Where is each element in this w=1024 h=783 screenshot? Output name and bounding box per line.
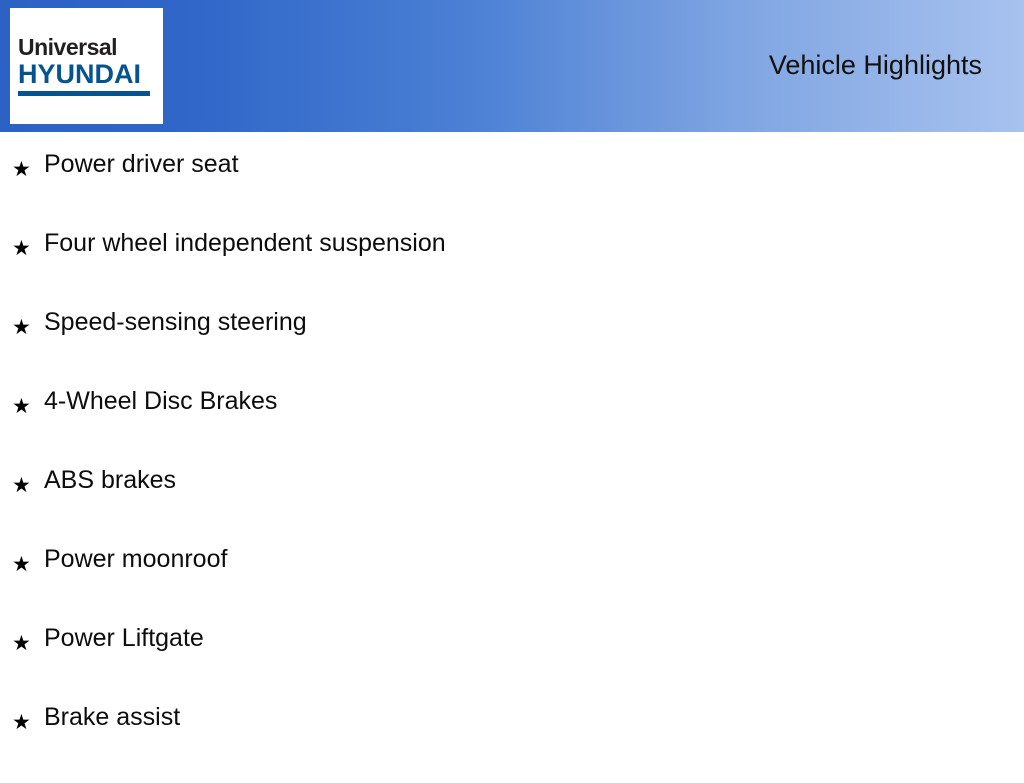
star-icon: ★ (12, 632, 31, 655)
list-item-label: ABS brakes (44, 466, 177, 494)
page-title: Vehicle Highlights (768, 50, 982, 80)
star-icon: ★ (12, 553, 31, 576)
star-icon: ★ (12, 158, 31, 181)
list-item-label: Power Liftgate (44, 624, 204, 652)
list-item (0, 388, 1024, 467)
list-item-label: Power moonroof (44, 545, 228, 573)
logo-text-hyundai: HYUNDAI (18, 59, 142, 89)
star-icon: ★ (12, 237, 31, 260)
logo-text-universal: Universal (18, 34, 118, 60)
list-item (0, 309, 1024, 388)
list-item (0, 151, 1024, 230)
list-item (0, 625, 1024, 704)
list-item-label: Power driver seat (44, 150, 239, 178)
universal-hyundai-logo (10, 8, 163, 124)
list-item-label: Speed-sensing steering (44, 308, 307, 336)
star-icon: ★ (12, 395, 31, 418)
list-item (0, 230, 1024, 309)
list-item (0, 546, 1024, 625)
star-icon: ★ (12, 474, 31, 497)
list-item-label: Brake assist (44, 703, 181, 731)
list-item-label: 4-Wheel Disc Brakes (44, 387, 278, 415)
page-header (0, 0, 1024, 132)
star-icon: ★ (12, 316, 31, 339)
list-item (0, 704, 1024, 783)
list-item (0, 467, 1024, 546)
highlights-list (0, 132, 1024, 783)
star-icon: ★ (12, 711, 31, 734)
list-item-label: Four wheel independent suspension (44, 229, 446, 257)
logo-underline (18, 91, 150, 96)
